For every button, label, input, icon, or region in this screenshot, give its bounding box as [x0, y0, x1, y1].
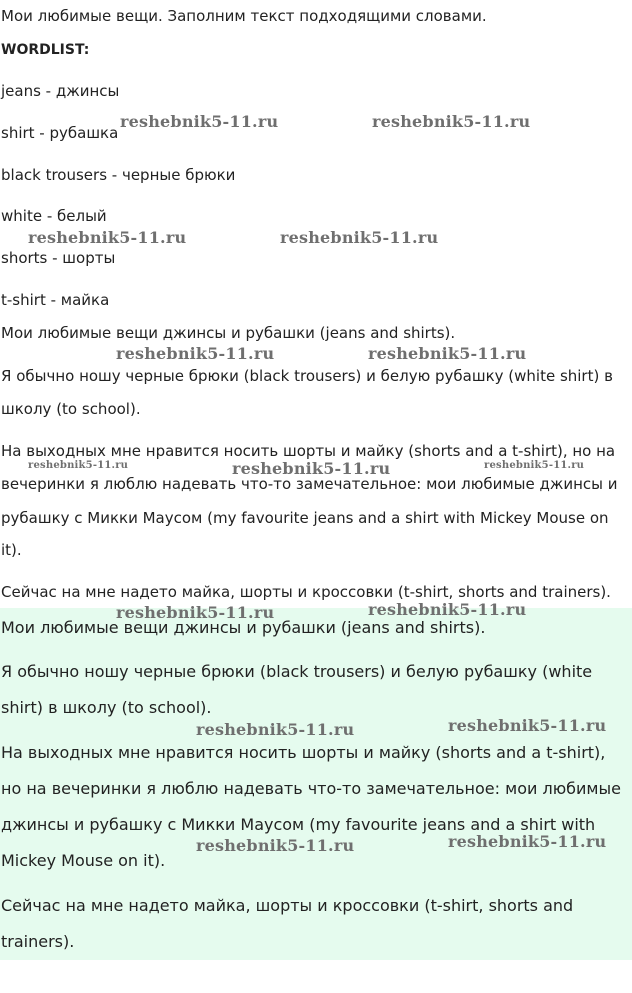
watermark: reshebnik5-11.ru [232, 459, 391, 478]
answer-line: На выходных мне нравится носить шорты и майку (shorts and a t-shirt), [1, 743, 606, 762]
watermark: reshebnik5-11.ru [28, 228, 187, 247]
answer-line: Mickey Mouse on it). [1, 851, 166, 870]
watermark: reshebnik5-11.ru [484, 460, 585, 471]
watermark: reshebnik5-11.ru [116, 344, 275, 363]
text-line: школу (to school). [1, 400, 141, 418]
watermark: reshebnik5-11.ru [28, 460, 129, 471]
text-line: вечеринки я люблю надевать что-то замечательное: мои любимые джинсы и [1, 475, 618, 493]
watermark: reshebnik5-11.ru [372, 112, 531, 131]
answer-line: Я обычно ношу черные брюки (black trousers) и белую рубашку (white [1, 662, 593, 681]
wordlist-item: t-shirt - майка [1, 291, 110, 309]
text-line: Мои любимые вещи джинсы и рубашки (jeans and shirts). [1, 324, 456, 342]
watermark: reshebnik5-11.ru [196, 720, 355, 739]
wordlist-item: white - белый [1, 207, 107, 225]
text-line: it). [1, 541, 22, 559]
watermark: reshebnik5-11.ru [120, 112, 279, 131]
answer-line: trainers). [1, 932, 75, 951]
exercise-intro: Мои любимые вещи. Заполним текст подходящими словами. [1, 7, 487, 25]
watermark: reshebnik5-11.ru [368, 344, 527, 363]
text-line: рубашку с Микки Маусом (my favourite jeans and a shirt with Mickey Mouse on [1, 509, 609, 527]
wordlist-title: WORDLIST: [1, 42, 90, 58]
watermark: reshebnik5-11.ru [280, 228, 439, 247]
watermark: reshebnik5-11.ru [448, 832, 607, 851]
watermark: reshebnik5-11.ru [116, 603, 275, 622]
watermark: reshebnik5-11.ru [448, 716, 607, 735]
answer-line: но на вечеринки я люблю надевать что-то замечательное: мои любимые [1, 779, 621, 798]
wordlist-item: shorts - шорты [1, 249, 116, 267]
wordlist-item: jeans - джинсы [1, 82, 120, 100]
text-line: Сейчас на мне надето майка, шорты и кроссовки (t-shirt, shorts and trainers). [1, 583, 611, 601]
answer-line: Сейчас на мне надето майка, шорты и кроссовки (t-shirt, shorts and [1, 896, 574, 915]
text-line: Я обычно ношу черные брюки (black trousers) и белую рубашку (white shirt) в [1, 367, 613, 385]
watermark: reshebnik5-11.ru [368, 600, 527, 619]
text-line: На выходных мне нравится носить шорты и майку (shorts and a t-shirt), но на [1, 442, 616, 460]
wordlist-item: shirt - рубашка [1, 124, 119, 142]
answer-line: Мои любимые вещи джинсы и рубашки (jeans and shirts). [1, 618, 486, 637]
watermark: reshebnik5-11.ru [196, 836, 355, 855]
answer-line: shirt) в школу (to school). [1, 698, 212, 717]
wordlist-item: black trousers - черные брюки [1, 166, 236, 184]
answer-line: джинсы и рубашку с Микки Маусом (my favourite jeans and a shirt with [1, 815, 596, 834]
